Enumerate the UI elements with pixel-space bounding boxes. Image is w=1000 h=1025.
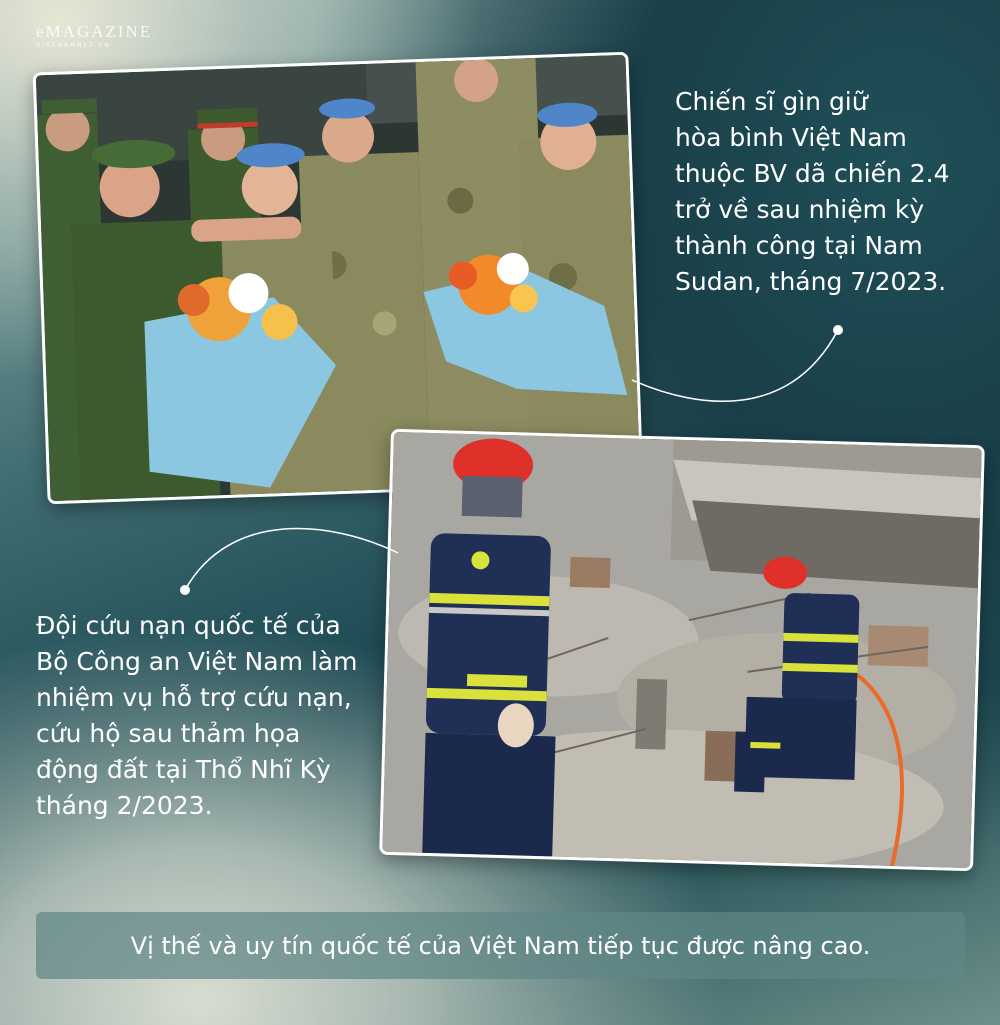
earthquake-rescue-photo: [379, 429, 985, 871]
caption-line: thuộc BV dã chiến 2.4: [675, 159, 950, 188]
caption-line: Đội cứu nạn quốc tế của: [36, 611, 341, 640]
caption-line: động đất tại Thổ Nhĩ Kỳ: [36, 755, 331, 784]
caption-line: hòa bình Việt Nam: [675, 123, 907, 152]
caption-line: Sudan, tháng 7/2023.: [675, 267, 947, 296]
brand-logo: [36, 22, 152, 49]
rescue-team-caption: [36, 608, 357, 824]
peacekeepers-caption: [675, 84, 950, 300]
caption-line: nhiệm vụ hỗ trợ cứu nạn,: [36, 683, 352, 712]
caption-line: Bộ Công an Việt Nam làm: [36, 647, 358, 676]
caption-line: thành công tại Nam: [675, 231, 923, 260]
banner-text: Vị thế và uy tín quốc tế của Việt Nam tiếp tục được nâng cao.: [130, 931, 871, 960]
brand-site: VIETNAMNET.VN: [36, 42, 111, 49]
caption-line: trở về sau nhiệm kỳ: [675, 195, 925, 224]
summary-banner: [36, 912, 965, 979]
caption-line: tháng 2/2023.: [36, 791, 213, 820]
brand-name: eMAGAZINE: [36, 22, 153, 41]
caption-line: Chiến sĩ gìn giữ: [675, 87, 868, 116]
caption-line: cứu hộ sau thảm họa: [36, 719, 301, 748]
